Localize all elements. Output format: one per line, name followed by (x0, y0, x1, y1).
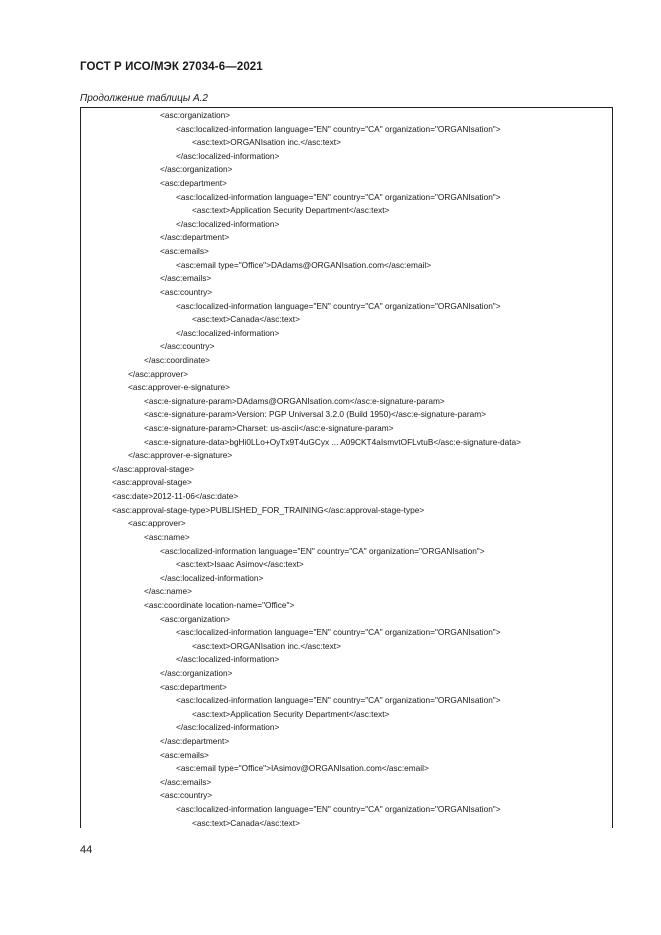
code-line: <asc:text>Application Security Department</asc:text> (192, 205, 390, 216)
code-line: </asc:organization> (160, 164, 233, 175)
code-line: <asc:localized-information language="EN" country="CA" organization="ORGANIsation"> (176, 123, 501, 134)
code-line: </asc:approver-e-signature> (128, 450, 233, 461)
document-title: ГОСТ Р ИСО/МЭК 27034-6—2021 (80, 61, 263, 73)
code-line: </asc:localized-information> (160, 572, 264, 583)
code-line: </asc:localized-information> (176, 327, 280, 338)
code-line: <asc:text>ORGANIsation inc.</asc:text> (192, 640, 341, 651)
code-line: </asc:department> (160, 232, 230, 243)
xml-code-block (80, 109, 613, 830)
code-line: </asc:country> (160, 341, 215, 352)
code-line: <asc:approval-stage-type>PUBLISHED_FOR_TRAINING</asc:approval-stage-type> (112, 504, 425, 515)
code-line: <asc:organization> (160, 110, 231, 120)
code-line: <asc:e-signature-data>bgHi0LLo+OyTx9T4uGCyx ... A09CKT4aIsmvtOFLvtuB</asc:e-signature-data> (144, 436, 522, 447)
code-line: <asc:approver> (128, 518, 186, 529)
code-line: <asc:approval-stage> (112, 477, 192, 488)
code-line: </asc:localized-information> (176, 654, 280, 665)
code-line: </asc:organization> (160, 667, 233, 678)
code-line: <asc:localized-information language="EN" country="CA" organization="ORGANIsation"> (160, 545, 485, 556)
code-line: <asc:coordinate location-name="Office"> (144, 599, 295, 610)
code-line: <asc:text>Canada</asc:text> (192, 314, 300, 325)
code-line: <asc:localized-information language="EN" country="CA" organization="ORGANIsation"> (176, 627, 501, 638)
page-number: 44 (80, 844, 93, 856)
table-continuation-caption: Продолжение таблицы А.2 (80, 93, 208, 104)
code-line: </asc:localized-information> (176, 218, 280, 229)
code-line: <asc:localized-information language="EN" country="CA" organization="ORGANIsation"> (176, 804, 501, 815)
code-line: </asc:localized-information> (176, 150, 280, 161)
code-line: <asc:email type="Office">IAsimov@ORGANIsation.com</asc:email> (176, 763, 429, 774)
code-line: <asc:localized-information language="EN" country="CA" organization="ORGANIsation"> (176, 300, 501, 311)
code-line: </asc:coordinate> (144, 354, 210, 365)
code-line: <asc:name> (144, 531, 190, 542)
code-line: <asc:e-signature-param>Charset: us-ascii</asc:e-signature-param> (144, 423, 394, 434)
code-line: <asc:text>ORGANIsation inc.</asc:text> (192, 137, 341, 148)
code-line: </asc:emails> (160, 776, 212, 787)
code-line: <asc:organization> (160, 613, 231, 624)
code-line: </asc:name> (144, 586, 192, 597)
code-line: <asc:localized-information language="EN" country="CA" organization="ORGANIsation"> (176, 191, 501, 202)
code-line: <asc:e-signature-param>DAdams@ORGANIsation.com</asc:e-signature-param> (144, 395, 445, 406)
code-line: </asc:localized-information> (176, 722, 280, 733)
code-line: <asc:emails> (160, 246, 209, 257)
code-line: <asc:emails> (160, 749, 209, 760)
code-line: <asc:localized-information language="EN" country="CA" organization="ORGANIsation"> (176, 695, 501, 706)
code-line: <asc:approver-e-signature> (128, 382, 230, 393)
code-line: <asc:country> (160, 286, 213, 297)
code-line: <asc:country> (160, 790, 213, 801)
code-line: </asc:approver> (128, 368, 188, 379)
code-line: <asc:date>2012-11-06</asc:date> (112, 491, 239, 502)
code-line: <asc:text>Application Security Department</asc:text> (192, 708, 390, 719)
code-line: <asc:department> (160, 681, 227, 692)
code-line: <asc:email type="Office">DAdams@ORGANIsation.com</asc:email> (176, 259, 432, 270)
code-line: </asc:approval-stage> (112, 463, 195, 474)
code-line: <asc:department> (160, 178, 227, 189)
code-line: <asc:text>Canada</asc:text> (192, 817, 300, 828)
code-line: </asc:emails> (160, 273, 212, 284)
code-line: </asc:department> (160, 736, 230, 747)
code-line: <asc:text>Isaac Asimov</asc:text> (176, 559, 304, 570)
code-line: <asc:e-signature-param>Version: PGP Universal 3.2.0 (Build 1950)</asc:e-signature-param> (144, 409, 487, 420)
